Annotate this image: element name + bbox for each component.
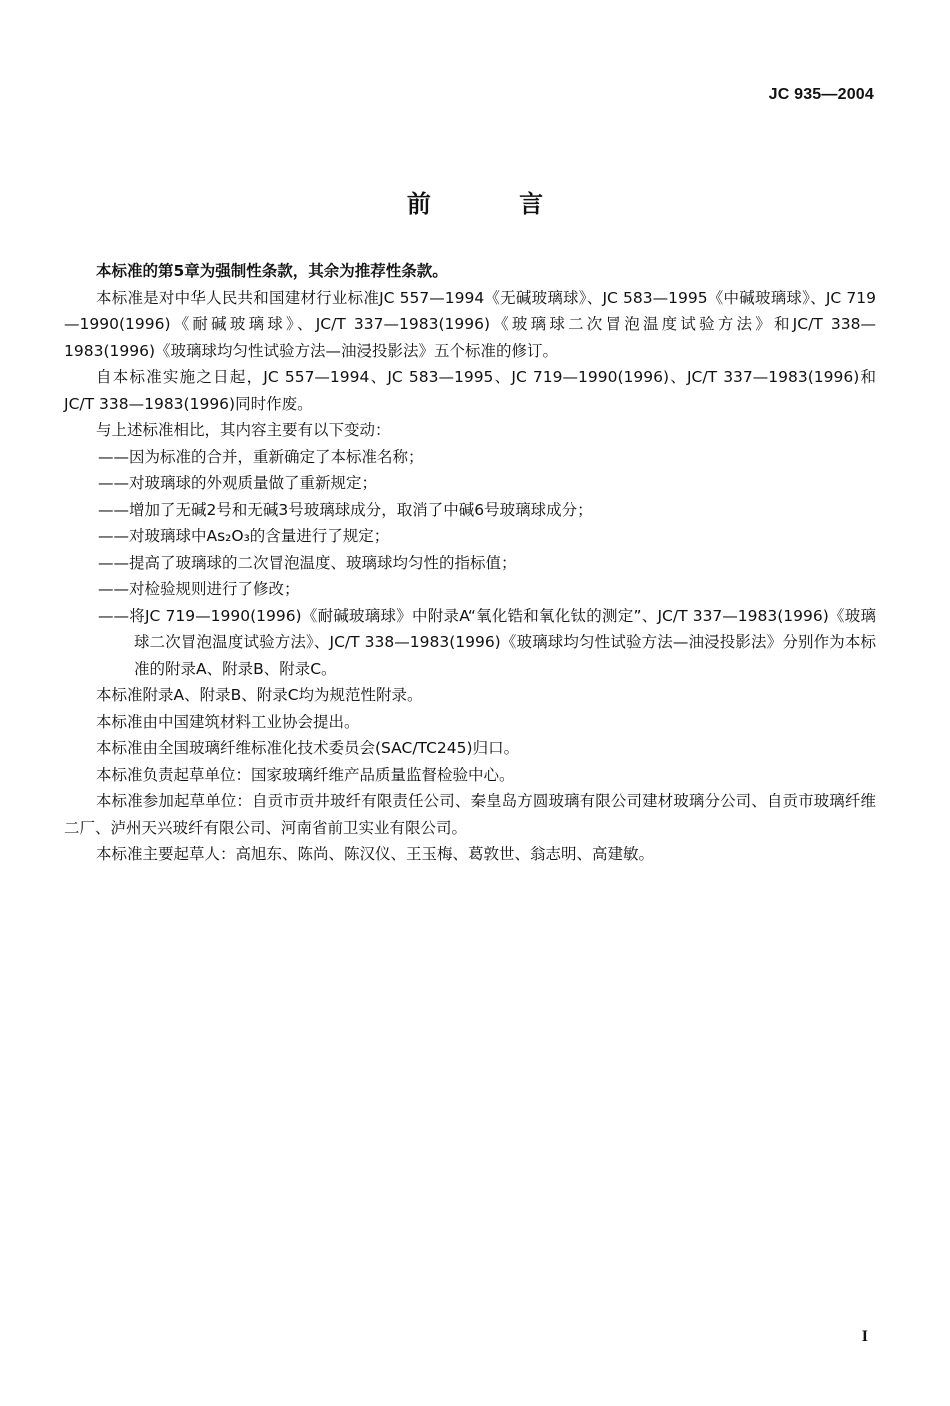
change-item: ——增加了无碱2号和无碱3号玻璃球成分，取消了中碱6号玻璃球成分； [98,500,593,519]
paragraph-participating-drafters: 本标准参加起草单位：自贡市贡井玻纤有限责任公司、秦皇岛方圆玻璃有限公司建材玻璃分公司、自贡市玻璃纤维二厂、泸州天兴玻纤有限公司、河南省前卫实业有限公司。 [64,792,876,837]
paragraph-mandatory-clause: 本标准的第5章为强制性条款，其余为推荐性条款。 [96,262,448,280]
paragraph-changes-intro: 与上述标准相比，其内容主要有以下变动： [96,421,391,439]
paragraph-revision-scope: 本标准是对中华人民共和国建材行业标准JC 557—1994《无碱玻璃球》、JC 583—1995《中碱玻璃球》、JC 719—1990(1996)《耐碱玻璃球》、JC/T 337—1983(1996)《玻璃球二次冒泡温度试验方法》和JC/T 338—1983(1996)《玻璃球均匀性试验方法—油浸投影法》五个标准的修订。 [64,288,876,360]
foreword-body [64,258,876,868]
change-item: ——对玻璃球中As₂O₃的含量进行了规定； [98,527,390,545]
standard-code: JC 935—2004 [768,86,874,103]
paragraph-annexes: 本标准附录A、附录B、附录C均为规范性附录。 [96,686,423,704]
change-item: ——将JC 719—1990(1996)《耐碱玻璃球》中附录A“氧化锆和氧化钛的测定”、JC/T 337—1983(1996)《玻璃球二次冒泡温度试验方法》、JC/T 338—1983(1996)《玻璃球均匀性试验方法—油浸投影法》分别作为本标准的附录A、附录B、附录C。 [98,606,876,678]
change-item: ——因为标准的合并，重新确定了本标准名称； [98,447,424,466]
paragraph-superseded: 自本标准实施之日起，JC 557—1994、JC 583—1995、JC 719—1990(1996)、JC/T 337—1983(1996)和JC/T 338—1983(1996)同时作废。 [64,368,876,413]
paragraph-proposer: 本标准由中国建筑材料工业协会提出。 [96,712,360,731]
page-title: 前 言 [406,190,584,218]
change-item: ——对检验规则进行了修改； [98,580,300,598]
page-number: I [861,1328,868,1345]
paragraph-main-drafters: 本标准主要起草人：高旭东、陈尚、陈汉仪、王玉梅、葛敦世、翁志明、高建敏。 [96,845,655,863]
paragraph-technical-committee: 本标准由全国玻璃纤维标准化技术委员会(SAC/TC245)归口。 [96,739,520,757]
change-item: ——对玻璃球的外观质量做了重新规定； [98,474,378,492]
paragraph-lead-drafter: 本标准负责起草单位：国家玻璃纤维产品质量监督检验中心。 [96,765,515,784]
change-item: ——提高了玻璃球的二次冒泡温度、玻璃球均匀性的指标值； [98,553,517,572]
